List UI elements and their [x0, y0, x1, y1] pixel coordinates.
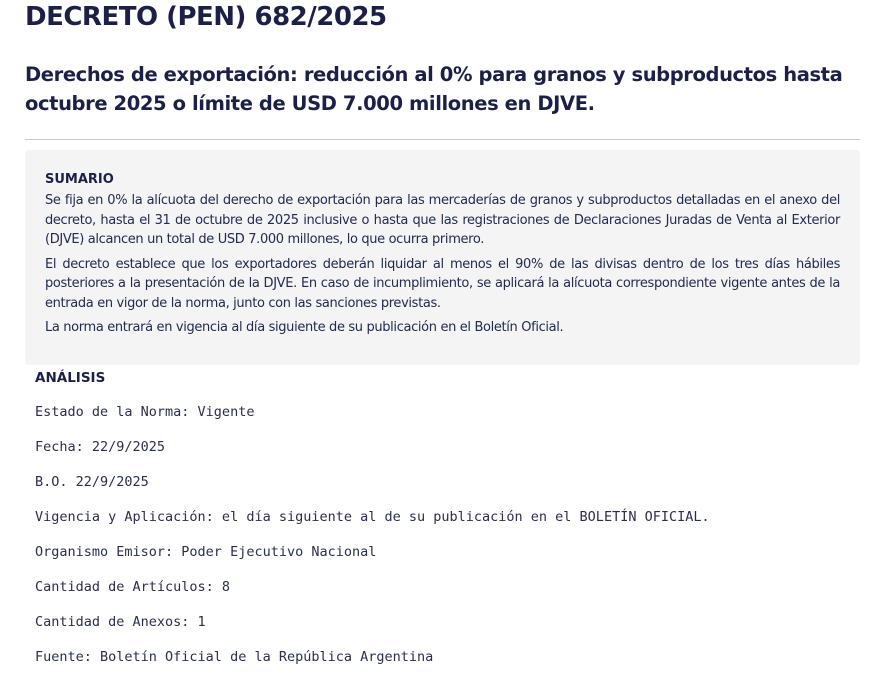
analysis-heading: ANÁLISIS — [35, 370, 106, 386]
analysis-section — [35, 368, 855, 665]
summary-paragraph: El decreto establece que los exportadores deberán liquidar al menos el 90% de las divisas dentro de los tres días hábiles posteriores a la presentación de la DJVE. En caso de incumplimiento, se aplicará la alícuota correspondiente vigente antes de la entrada en vigor de la norma, junto con las sanciones previstas. — [45, 256, 840, 311]
analysis-item-bo: B.O. 22/9/2025 — [35, 474, 149, 490]
analysis-item-fuente: Fuente: Boletín Oficial de la República Argentina — [35, 649, 434, 665]
analysis-item-articulos: Cantidad de Artículos: 8 — [35, 579, 231, 595]
page-title: DECRETO (PEN) 682/2025 — [25, 2, 387, 32]
summary-paragraph: Se fija en 0% la alícuota del derecho de exportación para las mercaderías de granos y subproductos detalladas en el anexo del decreto, hasta el 31 de octubre de 2025 inclusive o hasta que las registraciones de Declaraciones Juradas de Venta al Exterior (DJVE) alcancen un total de USD 7.000 millones, lo que ocurra primero. — [45, 193, 840, 247]
summary-paragraph: La norma entrará en vigencia al día siguiente de su publicación en el Boletín Oficial. — [45, 320, 564, 335]
analysis-item-organismo: Organismo Emisor: Poder Ejecutivo Nacional — [35, 544, 377, 560]
analysis-item-vigencia: Vigencia y Aplicación: el día siguiente al de su publicación en el BOLETÍN OFICIAL. — [35, 509, 710, 525]
header-divider — [25, 139, 860, 140]
summary-heading: SUMARIO — [45, 172, 114, 187]
analysis-item-anexos: Cantidad de Anexos: 1 — [35, 614, 206, 630]
page-subtitle: Derechos de exportación: reducción al 0% para granos y subproductos hasta octubre 2025 o límite de USD 7.000 millones en DJVE. — [25, 63, 843, 115]
analysis-item-estado: Estado de la Norma: Vigente — [35, 404, 255, 420]
summary-box — [25, 150, 860, 365]
analysis-item-fecha: Fecha: 22/9/2025 — [35, 439, 166, 455]
